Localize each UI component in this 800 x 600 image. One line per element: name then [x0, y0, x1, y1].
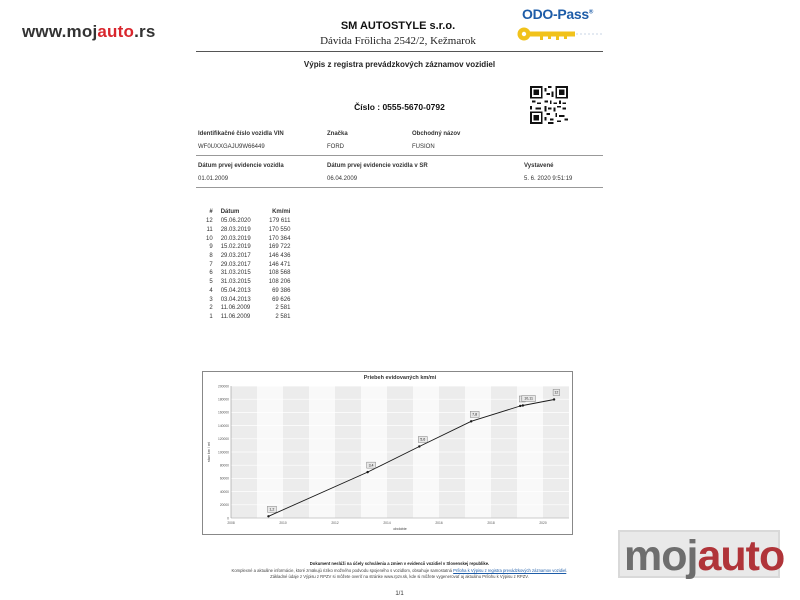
chart-point-label: 12 — [554, 390, 559, 395]
row-date: 28.03.2019 — [220, 227, 251, 234]
row-date: 05.04.2013 — [220, 287, 251, 294]
chart-y-tick-label: 80000 — [219, 463, 229, 468]
row-date: 03.04.2013 — [220, 296, 251, 303]
row-km: 179 611 — [269, 218, 291, 225]
chart-point-label: 3,4 — [368, 463, 374, 468]
row-km: 2 581 — [275, 313, 291, 320]
document-title: Výpis z registra prevádzkových záznamov vozidiel — [303, 60, 496, 69]
row-index: 2 — [209, 305, 213, 312]
key-icon — [516, 26, 606, 42]
mileage-chart — [202, 371, 573, 535]
chart-x-tick-label: 2020 — [539, 521, 547, 525]
chart-point — [519, 405, 521, 407]
chart-point-label: 10,11 — [524, 396, 533, 401]
vin-value: WF0UXXGAJU9W66449 — [198, 144, 265, 150]
column-header-date: Dátum — [220, 209, 240, 215]
chart-point-label: 1,2 — [269, 507, 275, 512]
row-date: 29.03.2017 — [220, 261, 251, 268]
page-number: 1/1 — [395, 591, 404, 597]
chart-y-tick-label: 100000 — [217, 450, 229, 455]
mojauto-logo-text: mojauto — [624, 532, 785, 580]
row-index: 6 — [209, 270, 213, 277]
chart-point — [470, 420, 472, 422]
row-km: 108 206 — [268, 279, 291, 286]
mileage-row — [202, 234, 294, 243]
mileage-row — [202, 269, 294, 278]
row-date: 15.02.2019 — [220, 244, 251, 251]
chart-point — [522, 404, 524, 406]
chart-y-tick-label: 200000 — [217, 384, 229, 389]
chart-point-label: 5,6 — [420, 437, 426, 442]
first-registration-sr-value: 06.04.2009 — [327, 176, 358, 182]
row-index: 8 — [209, 253, 213, 260]
mileage-row — [202, 243, 294, 252]
qr-code — [530, 86, 568, 124]
footer-info: Komplexné a aktuálne informácie, ktoré zmäkujú riziko možného podvodu spojeného s vozidlom, obsahuje samostatná Príloha k Výpisu z registra prevádzkových záznamov vozidiel. — [231, 567, 568, 573]
row-date: 31.03.2015 — [220, 279, 251, 286]
chart-y-tick-label: 40000 — [219, 489, 229, 494]
mileage-header-row — [202, 208, 294, 217]
chart-point — [418, 445, 420, 447]
watermark-url: www.mojauto.rs — [22, 22, 156, 41]
company-name: SM AUTOSTYLE s.r.o. — [340, 20, 456, 32]
row-km: 170 364 — [268, 235, 291, 242]
mileage-row — [202, 226, 294, 235]
mileage-row — [202, 304, 294, 313]
issued-label: Vystavené — [524, 163, 554, 169]
make-value: FORD — [327, 144, 344, 150]
footer-verify: Základné údaje z Výpisu z RPZV si môžete overiť na stránke www.rpzv.sk, kde si môžete vygenerovať aj aktuálnu Prílohu k Výpisu z RPZV. — [270, 574, 529, 579]
first-registration-sr-label: Dátum prvej evidencie vozidla v SR — [327, 163, 428, 169]
first-registration-value: 01.01.2009 — [198, 176, 229, 182]
row-km: 170 550 — [268, 227, 291, 234]
column-header-km: Km/mi — [272, 209, 291, 215]
model-label: Obchodný názov — [412, 131, 461, 137]
row-date: 29.03.2017 — [220, 253, 251, 260]
chart-x-tick-label: 2008 — [227, 521, 235, 525]
chart-point-label: 7,8 — [472, 412, 478, 417]
chart-title: Priebeh evidovaných km/mi — [363, 375, 437, 381]
issued-value: 5. 6. 2020 9:51:19 — [524, 176, 573, 182]
row-index: 3 — [209, 296, 213, 303]
mojauto-logo — [618, 530, 785, 580]
row-date: 11.06.2009 — [220, 313, 251, 320]
row-km: 169 722 — [268, 244, 291, 251]
row-index: 4 — [209, 287, 213, 294]
mileage-row — [202, 217, 294, 226]
document-footer — [196, 561, 603, 581]
row-date: 11.06.2009 — [220, 305, 251, 312]
row-index: 10 — [206, 235, 213, 242]
chart-y-tick-label: 120000 — [217, 437, 229, 442]
vin-label: Identifikačné číslo vozidla VIN — [198, 131, 284, 137]
row-km: 108 568 — [268, 270, 291, 277]
document-number: Číslo : 0555-5670-0792 — [354, 102, 445, 112]
chart-y-tick-label: 140000 — [217, 423, 229, 428]
make-label: Značka — [327, 131, 348, 137]
chart-y-tick-label: 0 — [227, 516, 229, 521]
chart-x-tick-label: 2010 — [279, 521, 287, 525]
column-header-index: # — [209, 209, 213, 215]
mileage-row — [202, 313, 294, 322]
row-index: 9 — [209, 244, 213, 251]
row-date: 05.06.2020 — [220, 218, 251, 225]
mileage-row — [202, 278, 294, 287]
mileage-chart-svg — [203, 372, 574, 536]
header-divider — [196, 51, 603, 52]
chart-x-tick-label: 2016 — [435, 521, 443, 525]
row-index: 1 — [209, 313, 213, 320]
mileage-row — [202, 295, 294, 304]
odo-pass-logo — [516, 6, 606, 40]
row-date: 31.03.2015 — [220, 270, 251, 277]
info-divider — [196, 155, 603, 156]
chart-x-tick-label: 2012 — [331, 521, 339, 525]
mileage-row — [202, 252, 294, 261]
chart-y-tick-label: 160000 — [217, 410, 229, 415]
chart-x-axis-label: obdobie — [393, 527, 407, 531]
chart-point — [553, 398, 555, 400]
row-index: 5 — [209, 279, 213, 286]
chart-y-tick-label: 60000 — [219, 476, 229, 481]
logo-text: ODO-Pass® — [522, 6, 593, 22]
first-registration-label: Dátum prvej evidencie vozidla — [198, 163, 284, 169]
footer-appendix-link[interactable]: Príloha k Výpisu z registra prevádzkových záznamov vozidiel — [453, 567, 567, 573]
model-value: FUSION — [412, 144, 435, 150]
row-km: 69 386 — [272, 287, 291, 294]
info-bottom-divider — [196, 187, 603, 188]
chart-point — [366, 471, 368, 473]
mileage-table — [202, 208, 294, 321]
row-date: 20.03.2019 — [220, 235, 251, 242]
row-km: 146 436 — [268, 253, 291, 260]
company-address: Dávida Frölicha 2542/2, Kežmarok — [320, 35, 476, 47]
row-index: 12 — [206, 218, 213, 225]
chart-y-axis-label: stav km / mi — [207, 441, 211, 463]
company-header — [298, 20, 498, 47]
chart-x-tick-label: 2018 — [487, 521, 495, 525]
mileage-row — [202, 260, 294, 269]
chart-point — [267, 515, 269, 517]
row-km: 69 626 — [272, 296, 291, 303]
row-km: 2 581 — [275, 305, 291, 312]
chart-x-tick-label: 2014 — [383, 521, 391, 525]
mileage-row — [202, 287, 294, 296]
footer-disclaimer: Dokument neslúži na účely schválenia a zmien v evidencii vozidiel v Slovenskej republike. — [309, 561, 490, 566]
chart-y-tick-label: 180000 — [217, 397, 229, 402]
row-km: 146 471 — [268, 261, 291, 268]
row-index: 7 — [209, 261, 213, 268]
chart-y-tick-label: 20000 — [219, 503, 229, 508]
row-index: 11 — [206, 227, 213, 234]
